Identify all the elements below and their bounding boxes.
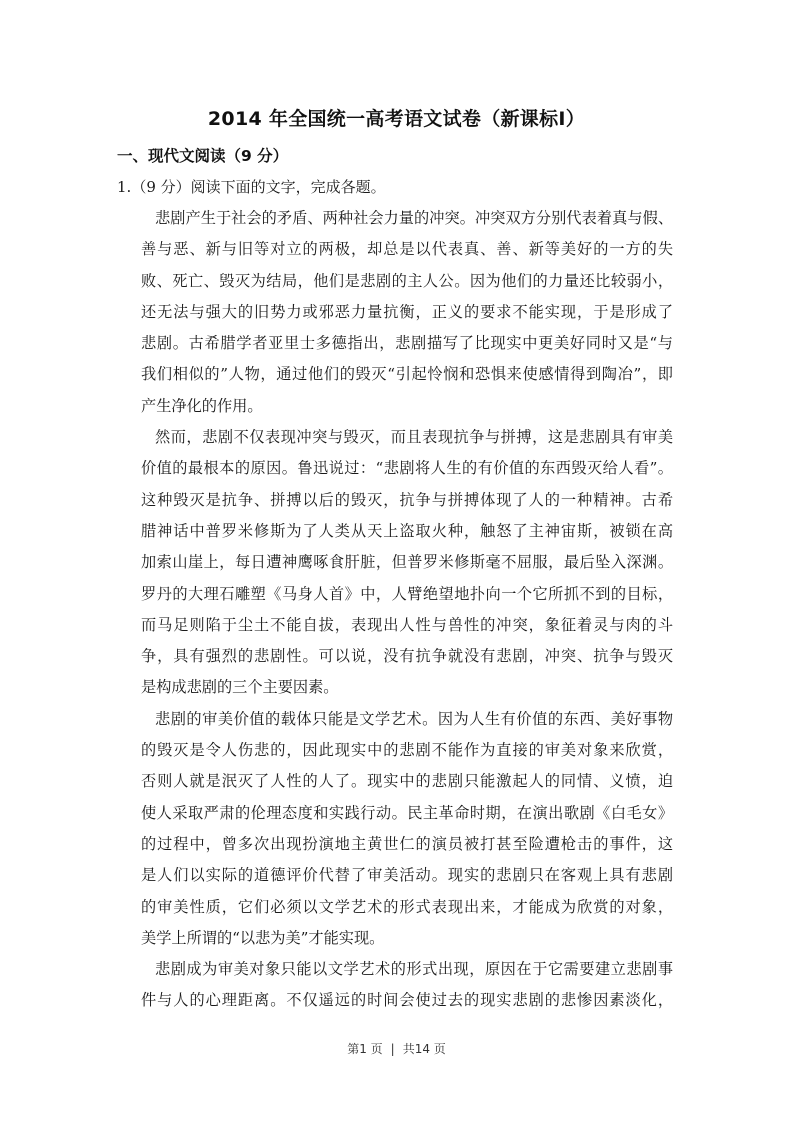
passage-line: 悲剧的审美价值的载体只能是文学艺术。因为人生有价值的东西、美好事物 bbox=[155, 709, 673, 728]
paragraph-3 bbox=[141, 704, 673, 954]
passage-line: 这种毁灭是抗争、拼搏以后的毁灭，抗争与拼搏体现了人的一种精神。古希 bbox=[141, 490, 673, 509]
passage-line: 是构成悲剧的三个主要因素。 bbox=[141, 678, 339, 697]
question-number: 1. bbox=[117, 178, 132, 196]
question-header bbox=[117, 176, 386, 197]
passage-line: 然而，悲剧不仅表现冲突与毁灭，而且表现抗争与拼搏，这是悲剧具有审美 bbox=[155, 428, 673, 447]
passage-line: 争，具有强烈的悲剧性。可以说，没有抗争就没有悲剧，冲突、抗争与毁灭 bbox=[141, 647, 673, 666]
passage-line: 悲剧。古希腊学者亚里士多德指出，悲剧描写了比现实中更美好同时又是“与 bbox=[141, 334, 673, 353]
passage-line: 的过程中，曾多次出现扮演地主黄世仁的演员被打甚至险遭枪击的事件，这 bbox=[141, 834, 673, 853]
current-page-label: 第1 页 bbox=[347, 1042, 383, 1056]
passage-line: 败、死亡、毁灭为结局，他们是悲剧的主人公。因为他们的力量还比较弱小， bbox=[141, 271, 673, 290]
passage-line: 加索山崖上，每日遭神鹰啄食肝脏，但普罗米修斯毫不屈服，最后坠入深渊。 bbox=[141, 553, 673, 572]
total-pages-label: 共14 页 bbox=[402, 1042, 446, 1056]
passage-line: 罗丹的大理石雕塑《马身人首》中，人臂绝望地扑向一个它所抓不到的目标， bbox=[141, 584, 673, 603]
section-heading: 一、现代文阅读（9 分） bbox=[117, 147, 289, 165]
paragraph-2 bbox=[141, 422, 673, 704]
question-instruction: 阅读下面的文字，完成各题。 bbox=[190, 178, 386, 196]
passage-line: 悲剧产生于社会的矛盾、两种社会力量的冲突。冲突双方分别代表着真与假、 bbox=[155, 209, 673, 227]
passage-line: 善与恶、新与旧等对立的两极，却总是以代表真、善、新等美好的一方的失 bbox=[141, 240, 673, 259]
paragraph-4 bbox=[141, 954, 673, 1017]
passage-line: 腊神话中普罗米修斯为了人类从天上盗取火种，触怒了主神宙斯，被锁在高 bbox=[141, 521, 673, 540]
passage-line: 我们相似的”人物，通过他们的毁灭“引起怜悯和恐惧来使感情得到陶冶”，即 bbox=[141, 365, 673, 384]
passage-line: 是人们以实际的道德评价代替了审美活动。现实的悲剧只在客观上具有悲剧 bbox=[141, 866, 673, 885]
page-footer bbox=[0, 1040, 793, 1057]
passage-line: 而马足则陷于尘土不能自拔，表现出人性与兽性的冲突，象征着灵与肉的斗 bbox=[141, 615, 673, 634]
passage-line: 价值的最根本的原因。鲁迅说过：“悲剧将人生的有价值的东西毁灭给人看”。 bbox=[141, 459, 673, 478]
passage-line: 还无法与强大的旧势力或邪恶力量抗衡，正义的要求不能实现，于是形成了 bbox=[141, 302, 673, 321]
passage-line: 美学上所谓的“以悲为美”才能实现。 bbox=[141, 928, 385, 947]
reading-passage bbox=[141, 203, 673, 1017]
passage-line: 产生净化的作用。 bbox=[141, 396, 263, 415]
passage-line: 的毁灭是令人伤悲的，因此现实中的悲剧不能作为直接的审美对象来欣赏， bbox=[141, 741, 673, 760]
question-points: （9 分） bbox=[131, 178, 191, 196]
passage-line: 否则人就是泯灭了人性的人了。现实中的悲剧只能激起人的同情、义愤，迫 bbox=[141, 772, 673, 791]
passage-line: 件与人的心理距离。不仅遥远的时间会使过去的现实悲剧的悲惨因素淡化， bbox=[141, 991, 673, 1010]
exam-title: 2014 年全国统一高考语文试卷（新课标Ⅰ） bbox=[207, 108, 586, 130]
passage-line: 悲剧成为审美对象只能以文学艺术的形式出现，原因在于它需要建立悲剧事 bbox=[155, 960, 673, 979]
passage-line: 使人采取严肃的伦理态度和实践行动。民主革命时期，在演出歌剧《白毛女》 bbox=[141, 803, 673, 822]
footer-separator: | bbox=[390, 1042, 395, 1056]
passage-line: 的审美性质，它们必须以文学艺术的形式表现出来，才能成为欣赏的对象， bbox=[141, 897, 673, 916]
paragraph-1 bbox=[141, 203, 673, 422]
